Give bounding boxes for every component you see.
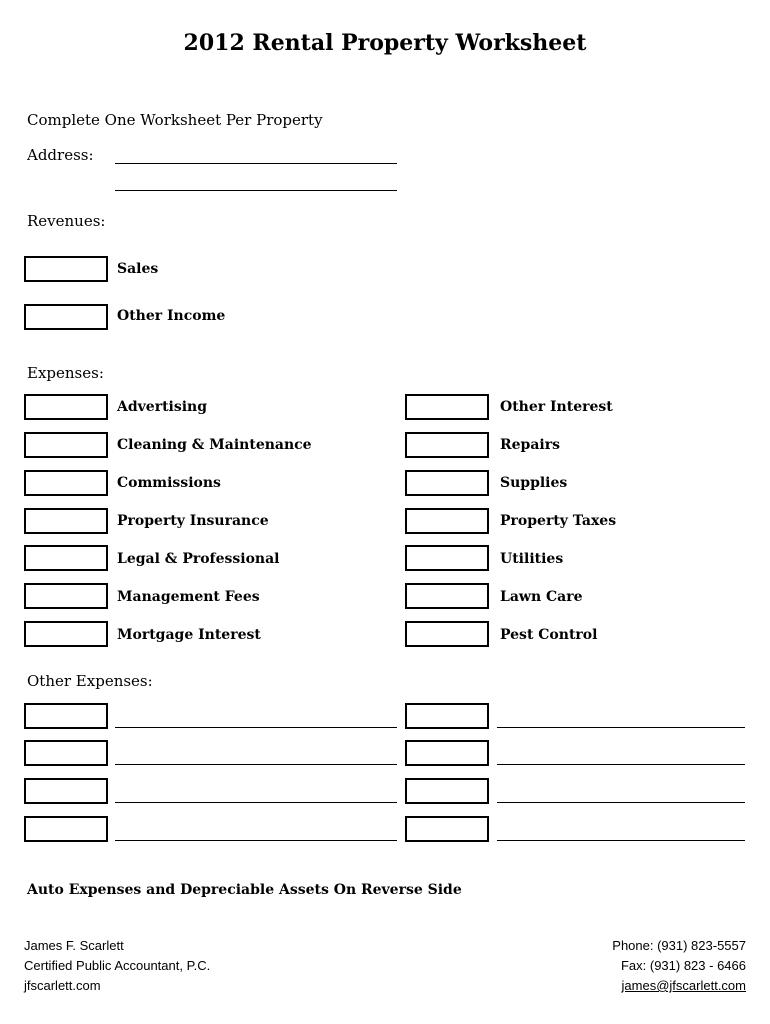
expense-box-repairs[interactable] <box>405 432 489 458</box>
footer-fax: Fax: (931) 823 - 6466 <box>620 958 746 973</box>
revenues-heading: Revenues: <box>27 212 106 230</box>
expense-label-advertising: Advertising <box>117 399 208 415</box>
expenses-heading: Expenses: <box>27 364 104 382</box>
footer-website[interactable]: jfscarlett.com <box>24 978 101 993</box>
footer-title: Certified Public Accountant, P.C. <box>24 958 211 973</box>
other-expense-line-left-4[interactable] <box>115 840 397 841</box>
other-expenses-heading: Other Expenses: <box>27 672 153 690</box>
sales-amount-box[interactable] <box>24 256 108 282</box>
other-expense-box-right-4[interactable] <box>405 816 489 842</box>
expense-label-lawn-care: Lawn Care <box>500 589 583 605</box>
expense-label-supplies: Supplies <box>500 475 568 491</box>
expense-label-other-interest: Other Interest <box>500 399 613 415</box>
other-expense-line-right-3[interactable] <box>497 802 745 803</box>
footer-phone: Phone: (931) 823-5557 <box>612 938 746 953</box>
expense-label-repairs: Repairs <box>500 437 560 453</box>
expense-box-pest-control[interactable] <box>405 621 489 647</box>
other-expense-line-right-2[interactable] <box>497 764 745 765</box>
expense-label-cleaning: Cleaning & Maintenance <box>117 437 312 453</box>
other-expense-line-left-2[interactable] <box>115 764 397 765</box>
expense-label-commissions: Commissions <box>117 475 221 491</box>
other-expense-box-left-2[interactable] <box>24 740 108 766</box>
other-expense-line-left-3[interactable] <box>115 802 397 803</box>
expense-label-management-fees: Management Fees <box>117 589 260 605</box>
expense-box-mortgage-interest[interactable] <box>24 621 108 647</box>
other-expense-box-right-1[interactable] <box>405 703 489 729</box>
other-expense-box-left-3[interactable] <box>24 778 108 804</box>
footer-name: James F. Scarlett <box>24 938 124 953</box>
other-income-amount-box[interactable] <box>24 304 108 330</box>
expense-box-property-taxes[interactable] <box>405 508 489 534</box>
expense-box-property-insurance[interactable] <box>24 508 108 534</box>
expense-label-mortgage-interest: Mortgage Interest <box>117 627 261 643</box>
address-line-2[interactable] <box>115 190 397 191</box>
footer-email-link[interactable]: james@jfscarlett.com <box>621 978 746 993</box>
expense-label-legal: Legal & Professional <box>117 551 280 567</box>
other-expense-box-left-1[interactable] <box>24 703 108 729</box>
instruction-text: Complete One Worksheet Per Property <box>27 111 323 129</box>
address-line-1[interactable] <box>115 163 397 164</box>
expense-label-pest-control: Pest Control <box>500 627 598 643</box>
expense-box-supplies[interactable] <box>405 470 489 496</box>
expense-label-property-taxes: Property Taxes <box>500 513 617 529</box>
expense-box-cleaning[interactable] <box>24 432 108 458</box>
other-income-label: Other Income <box>117 308 226 324</box>
expense-label-utilities: Utilities <box>500 551 564 567</box>
expense-label-property-insurance: Property Insurance <box>117 513 269 529</box>
expense-box-lawn-care[interactable] <box>405 583 489 609</box>
address-label: Address: <box>27 146 94 164</box>
expense-box-legal[interactable] <box>24 545 108 571</box>
expense-box-other-interest[interactable] <box>405 394 489 420</box>
other-expense-box-left-4[interactable] <box>24 816 108 842</box>
other-expense-box-right-3[interactable] <box>405 778 489 804</box>
reverse-side-note: Auto Expenses and Depreciable Assets On Reverse Side <box>27 882 462 898</box>
expense-box-advertising[interactable] <box>24 394 108 420</box>
sales-label: Sales <box>117 261 159 277</box>
other-expense-line-left-1[interactable] <box>115 727 397 728</box>
other-expense-line-right-4[interactable] <box>497 840 745 841</box>
expense-box-management-fees[interactable] <box>24 583 108 609</box>
other-expense-line-right-1[interactable] <box>497 727 745 728</box>
page-title: 2012 Rental Property Worksheet <box>183 30 587 56</box>
expense-box-utilities[interactable] <box>405 545 489 571</box>
expense-box-commissions[interactable] <box>24 470 108 496</box>
other-expense-box-right-2[interactable] <box>405 740 489 766</box>
